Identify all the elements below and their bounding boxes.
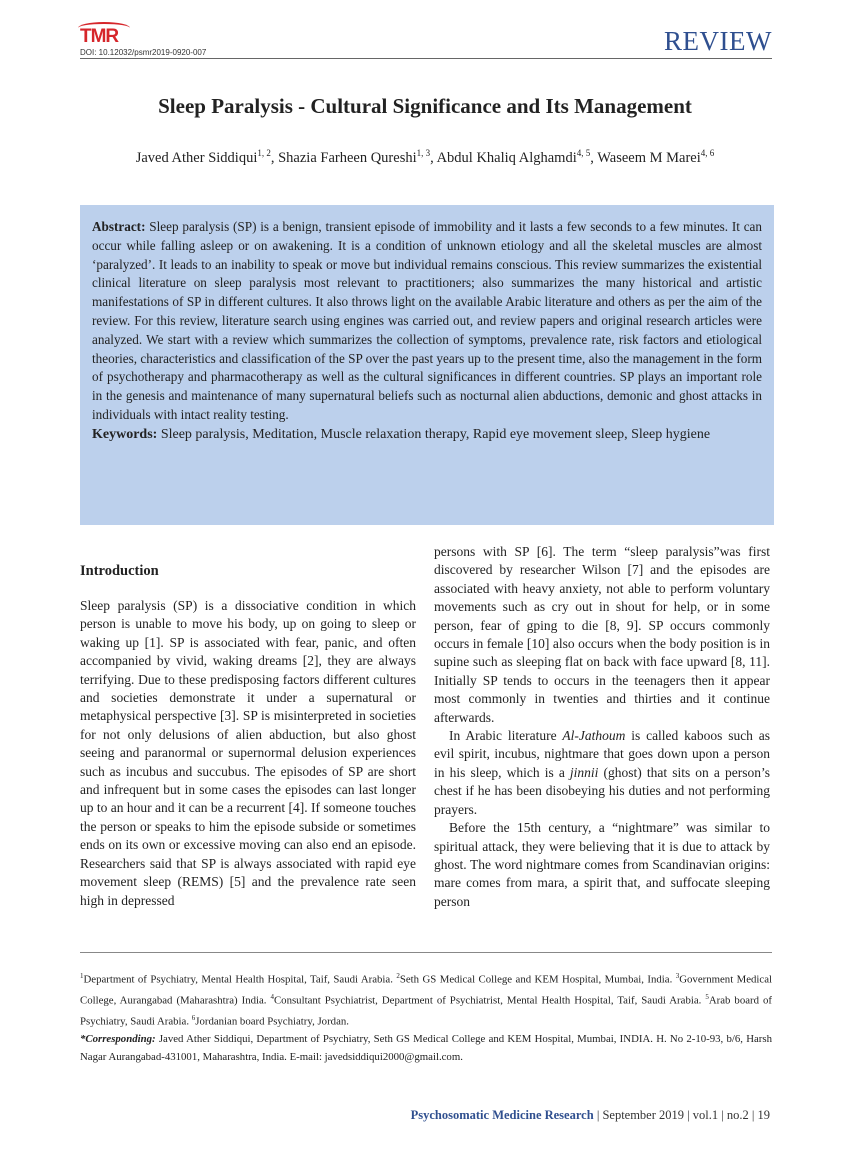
journal-name: Psychosomatic Medicine Research	[410, 1108, 594, 1122]
corresponding-author: *Corresponding: Javed Ather Siddiqui, Department of Psychiatry, Seth GS Medical College and KEM Hospital, Mumbai, INDIA. H. No 2-10-93, b/6, Harsh Nagar Aurangabad-431001, Maharashtra, India. E-mail: javedsiddiqui2000@gmail.com.	[80, 1033, 772, 1063]
paragraph: In Arabic literature Al-Jathoum is called kaboos such as evil spirit, incubus, nightmare that goes down upon a person in his sleep, which is a jinnii (ghost) that sits on a person’s chest if he has been disobeying his duties and not performing prayers.	[434, 728, 771, 817]
author: Shazia Farheen Qureshi$^{1, 3}$,	[278, 148, 437, 166]
paragraph: Before the 15th century, a “nightmare” was similar to spiritual attack, they were believing that it is due to attack by ghost. The word nightmare comes from Scandinavian origins: mare comes from mara, a spirit that, and suffocate sleeping person	[434, 820, 770, 909]
author: Javed Ather Siddiqui$^{1, 2}$,	[135, 148, 279, 166]
header-divider	[80, 58, 772, 59]
author: Waseem M Marei$^{4, 6}$	[597, 148, 715, 166]
issue-info: | September 2019 | vol.1 | no.2 | 19	[593, 1108, 770, 1122]
footnote-divider	[80, 952, 772, 953]
doi: DOI: 10.12032/psmr2019-0920-007	[80, 48, 207, 57]
paragraph: Sleep paralysis (SP) is a dissociative condition in which person is unable to move his body, up on going to sleep or waking up [1]. SP is associated with fear, panic, and often accompanied by vivid, waking dreams [2], they are always terrifying. Due to these predisposing factors different cultures and societies demonstrate it under a supernatural or metaphysical perspective [3]. SP is misinterpreted in societies for not only delusions of alien abduction, but also ghost seeing and paranormal or supernormal delusion experiences such as incubus and succubus. The episodes of SP are short and infrequent but in some cases the episodes can last longer up to an hour and it can be a recurrent [4]. If someone touches the person or speaks to him the episode subside or sometimes ends on its own or excessive moving can also end an episode. Researchers said that SP is always associated with rapid eye movement sleep (REMS) [5] and the prevalence rate seen high in depressed	[80, 598, 416, 908]
section-heading-introduction: Introduction	[80, 563, 159, 579]
keywords: Keywords: Sleep paralysis, Meditation, Muscle relaxation therapy, Rapid eye movement sleep, Sleep hygiene	[92, 426, 711, 442]
page-footer	[411, 1108, 770, 1123]
author-list	[0, 148, 850, 167]
body-column-left	[80, 597, 416, 910]
logo-text: TMR	[80, 26, 119, 47]
paragraph: persons with SP [6]. The term “sleep paralysis”was first discovered by researcher Wilson [7] and the episodes are associated with heavy anxiety, not able to perform voluntary movements such as cry out in shout for help, or in some person, fear of gping to die [8, 9]. SP occurs commonly occurs in female [10] also occurs when the body position is in supine such as sleeping flat on back with face upward [8, 11]. Initially SP tends to occurs in the teenagers then it appear most commonly in twenties and thirties and it continue afterwards.	[434, 544, 770, 725]
footnotes	[80, 968, 772, 1066]
section-label: REVIEW	[664, 26, 772, 56]
keywords-label: Keywords:	[92, 426, 158, 442]
article-title: Sleep Paralysis - Cultural Significance and Its Management	[158, 94, 692, 118]
abstract-box	[80, 205, 774, 525]
abstract-text: Abstract: Sleep paralysis (SP) is a benign, transient episode of immobility and it lasts a few seconds to a few minutes. It can occur while falling asleep or on awakening. It is a condition of unknown etiology and all the skeletal muscles are almost ‘paralyzed’. It leads to an inability to speak or move but individual remains conscious. This review summarizes the existential clinical literature on sleep paralysis most relevant to practitioners; also summarizes the many historical and artistic manifestations of SP in different cultures. It also throws light on the available Arabic literature and others as per the aim of the review. For this review, literature search using engines was carried out, and review papers and original research articles were analyzed. We start with a review which summarizes the collection of symptoms, prevalence rate, risk factors and etiological theories, characteristics and classification of the SP over the past years up to the present time, also the management in the form of psychotherapy and pharmacotherapy as well as the cultural significances in different countries. SP plays an important role in the genesis and maintenance of many supernatural beliefs such as nocturnal alien abductions, demonic and ghost attacks in individuals with intact reality testing.	[92, 219, 762, 422]
journal-logo	[80, 26, 118, 48]
logo-swoosh-icon	[78, 22, 130, 34]
author: Abdul Khaliq Alghamdi$^{4, 5}$,	[436, 148, 598, 166]
body-column-right	[434, 543, 770, 911]
affiliations: $^1$Department of Psychiatry, Mental Health Hospital, Taif, Saudi Arabia. $^2$Seth GS Medical College and KEM Hospital, Mumbai, India. $^3$Government Medical College, Aurangabad (Maharashtra) India. $^4$Consultant Psychiatrist, Department of Psychiatrist, Mental Health Hospital, Taif, Saudi Arabia. $^5$Arab board of Psychiatry, Saudi Arabia. $^6$Jordanian board Psychiatry, Jordan.	[80, 972, 773, 1028]
abstract-label: Abstract:	[92, 219, 146, 234]
